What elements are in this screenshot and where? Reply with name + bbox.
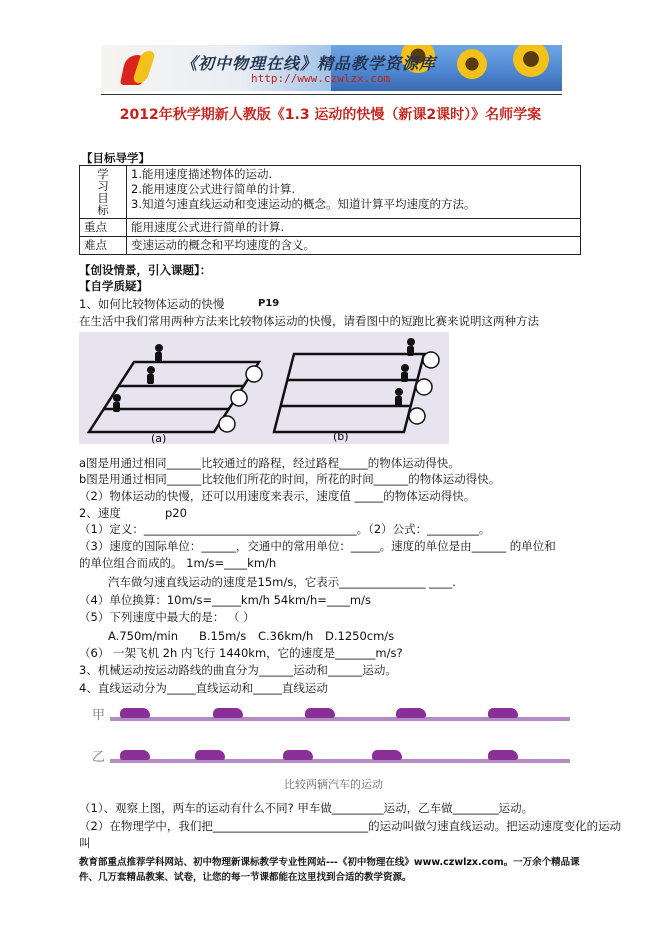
study-goals-label: 学习目标	[80, 166, 127, 219]
unit-conversion: 的单位组合而成的。 1m/s=____km/h	[79, 556, 277, 570]
question-1-title: 1、如何比较物体运动的快慢	[79, 297, 225, 311]
study-goal-item: 1.能用速度描述物体的运动.	[131, 167, 273, 181]
speed-definition: （1）定义：_____________________________________。（2）公式：_________。	[79, 522, 491, 536]
speed-units: （3）速度的国际单位：______，交通中的常用单位：_____。速度的单位是由______ 的单位和	[79, 539, 556, 553]
question-1-intro: 在生活中我们常用两种方法来比较物体运动的快慢，请看图中的短跑比赛来说明这两种方法	[79, 314, 539, 328]
question-4-part-2-cont: 叫	[79, 836, 91, 850]
banner-title: 《初中物理在线》精品教学资源库	[181, 54, 437, 73]
difficult-point-label: 难点	[80, 237, 127, 255]
unit-exercise: （4）单位换算：10m/s=_____km/h 54km/h=____m/s	[79, 593, 371, 607]
car-icon	[213, 708, 243, 718]
study-goals-cell	[127, 166, 581, 219]
car-a-label: 甲	[92, 708, 106, 723]
car-icon	[305, 708, 335, 718]
header-banner	[101, 45, 562, 91]
car-icon	[120, 750, 150, 760]
footer-line-2: 件、几万套精品教案、试卷，让您的每一节课都能在这里找到合适的教学资源。	[79, 872, 412, 883]
goals-heading: 【目标导学】	[81, 151, 150, 165]
difficult-point-text: 变速运动的概念和平均速度的含义。	[127, 237, 581, 255]
figure-b-label: (b)	[333, 430, 349, 443]
fastest-speed-question: （5）下列速度中最大的是： （ ）	[79, 610, 255, 624]
question-4-part-2: （2）在物理学中，我们把___________________________的运动叫做匀速直线运动。把运动速度变化的运动	[79, 819, 622, 833]
banner-url[interactable]: http://www.czwlzx.com	[251, 72, 391, 85]
key-point-text: 能用速度公式进行简单的计算.	[127, 219, 581, 237]
question-1-c: （2）物体运动的快慢，还可以用速度来表示，速度值 _____的物体运动得快。	[79, 489, 476, 503]
page-reference: P19	[258, 298, 280, 309]
question-4-part-1: （1）、观察上图，两车的运动有什么不同? 甲车做_________运动，乙车做________运动。	[79, 801, 534, 815]
car-speed-meaning: 汽车做匀速直线运动的速度是15m/s，它表示_______________ ____.	[108, 575, 456, 589]
sprint-race-illustration	[79, 332, 449, 444]
airplane-question: （6） 一架飞机 2h 内飞行 1440km，它的速度是_______m/s?	[79, 646, 403, 660]
option-a: A.750m/min	[108, 629, 179, 643]
car-figure-caption: 比较两辆汽车的运动	[284, 778, 383, 791]
car-icon	[372, 750, 402, 760]
header-divider	[101, 94, 562, 95]
goals-table	[79, 165, 581, 255]
footer-line-1: 教育部重点推荐学科网站、初中物理新课标教学专业性网站---《初中物理在线》www.czwlzx.com。一万余个精品课	[79, 857, 580, 868]
figure-a-label: (a)	[151, 432, 167, 444]
car-icon	[195, 750, 225, 760]
question-1-b: b图是用通过相同______比较他们所花的时间，所花的时间______的物体运动得快。	[79, 472, 501, 486]
sprint-race-figure	[79, 332, 449, 444]
question-2-title: 2、速度	[79, 506, 121, 520]
question-1-a: a图是用通过相同______比较通过的路程，经过路程_____的物体运动得快。	[79, 456, 460, 470]
car-b-label: 乙	[92, 750, 106, 765]
key-point-label: 重点	[80, 219, 127, 237]
question-3: 3、机械运动按运动路线的曲直分为______运动和______运动。	[79, 663, 397, 677]
option-c: C.36km/h	[258, 629, 314, 643]
page-title: 2012年秋学期新人教版《1.3 运动的快慢（新课2课时）》名师学案	[119, 107, 542, 123]
car-icon	[396, 708, 426, 718]
study-goal-item: 3.知道匀速直线运动和变速运动的概念。知道计算平均速度的方法。	[131, 197, 476, 211]
car-icon	[488, 708, 518, 718]
car-icon	[283, 750, 313, 760]
car-icon	[488, 750, 518, 760]
option-d: D.1250cm/s	[325, 629, 395, 643]
study-goal-item: 2.能用速度公式进行简单的计算.	[131, 182, 296, 196]
car-icon	[120, 708, 150, 718]
question-4-title: 4、直线运动分为_____直线运动和_____直线运动	[79, 681, 328, 695]
self-study-heading: 【自学质疑】	[79, 279, 148, 293]
scene-heading: 【创设情景，引入课题】：	[79, 263, 212, 277]
sunflower-image	[457, 49, 487, 79]
page-reference: p20	[165, 506, 187, 520]
option-b: B.15m/s	[199, 629, 247, 643]
